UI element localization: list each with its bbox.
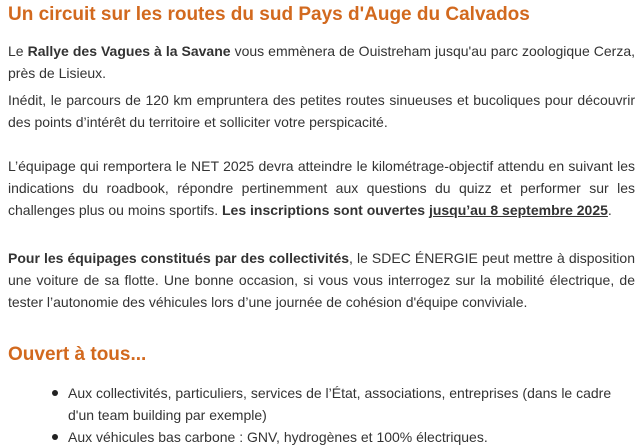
rally-name: Rallye des Vagues à la Savane xyxy=(27,43,231,59)
registration-deadline: jusqu’au 8 septembre 2025 xyxy=(428,202,608,218)
list-item xyxy=(52,426,632,448)
registration-open-text: Les inscriptions sont ouvertes xyxy=(222,202,429,218)
paragraph-route: Inédit, le parcours de 120 km empruntera des petites routes sinueuses et bucoliques pour découvrir des points d’intérêt du territoire et solliciter votre perspicacité. xyxy=(8,92,635,130)
collectivities-text: , le SDEC ÉNERGIE peut mettre à disposition une voiture de sa flotte. Une bonne occasion, si vous vous interrogez sur la mobilité électrique, de tester l’autonomie des véhicules lors d’une journée de cohésion d'équipe conviviale. xyxy=(8,250,635,310)
bullet-icon xyxy=(52,390,58,396)
list-item xyxy=(52,382,632,426)
collectivities-label: Pour les équipages constitués par des collectivités xyxy=(8,250,350,266)
list-item-text: Aux véhicules bas carbone : GNV, hydrogènes et 100% électriques. xyxy=(68,429,488,445)
section-heading-circuit: Un circuit sur les routes du sud Pays d'Auge du Calvados xyxy=(8,4,530,25)
crew-end: . xyxy=(607,202,612,218)
registration-open xyxy=(222,202,608,218)
intro-pre: Le xyxy=(8,43,28,59)
intro-post: vous emmènera de Ouistreham jusqu'au parc zoologique Cerza, près de Lisieux. xyxy=(8,43,635,81)
paragraph-intro xyxy=(8,40,635,84)
bullet-icon xyxy=(52,434,58,440)
section-heading-open: Ouvert à tous... xyxy=(8,344,147,365)
crew-text: L’équipage qui remportera le NET 2025 devra atteindre le kilométrage-objectif attendu en suivant les indications du roadbook, répondre pertinemment aux questions du quizz et performer sur les challenges plus ou moins sportifs. xyxy=(8,158,635,218)
paragraph-collectivities xyxy=(8,247,635,313)
list-item-text: Aux collectivités, particuliers, services de l’État, associations, entreprises (dans le cadre d'un team building par exemple) xyxy=(68,385,612,423)
paragraph-crew xyxy=(8,155,635,221)
eligibility-list xyxy=(52,382,632,448)
